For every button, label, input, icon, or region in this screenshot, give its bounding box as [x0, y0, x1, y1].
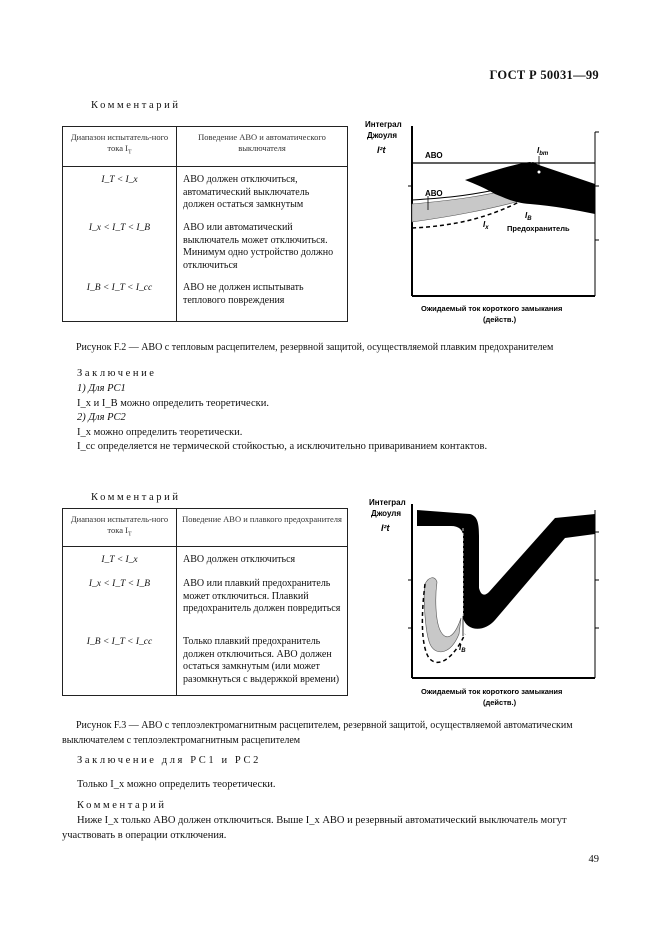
chart-f3 — [355, 496, 605, 711]
conclusion-heading-2: Заключение для РС1 и РС2 — [77, 755, 261, 766]
table-f3-col1-header: Диапазон испытатель-ного тока $I_T$ — [63, 509, 177, 547]
conclusion-item: I_cc определяется не термической стойкостью, а исключительно привариванием контактов. — [77, 441, 488, 452]
conclusion-item: 2) Для РС2 — [77, 412, 126, 423]
document-header: ГОСТ Р 50031—99 — [489, 68, 599, 82]
chart-f2 — [355, 118, 605, 333]
table-f2 — [62, 126, 348, 322]
chart-f3-xlabel-2: (действ.) — [483, 698, 517, 707]
table-row-condition: I_T < I_x — [101, 555, 138, 565]
chart-f2-xlabel-1: Ожидаемый ток короткого замыкания — [421, 304, 563, 313]
chart-f3-ylabel-1: Интеграл — [369, 498, 406, 507]
chart-f3-ylabel-3: I²t — [381, 523, 390, 533]
conclusion-heading-1: Заключение — [77, 368, 157, 379]
table-row-condition: I_B < I_T < I_cc — [86, 283, 153, 293]
chart-f2-ylabel-3: I²t — [377, 145, 386, 155]
chart-f3-label-ib: $I_B$ — [459, 643, 466, 654]
conclusion-item: I_x и I_B можно определить теоретически. — [77, 397, 269, 409]
table-row-condition: I_x < I_T < I_B — [88, 579, 151, 589]
chart-f3-xlabel: Ожидаемый ток короткого замыкания — [421, 687, 563, 696]
chart-f2-label-fuse: Предохранитель — [507, 224, 570, 233]
chart-f2-ibm-point — [537, 170, 541, 174]
table-f3-behaviors — [177, 547, 348, 696]
figure-f3-caption: Рисунок F.3 — АВО с теплоэлектромагнитным расцепителем, резервной защитой, осуществляемой автоматическим выключателем с теплоэлектромагнитным расцепителем — [62, 720, 573, 746]
table-f2-col1-header: Диапазон испытатель-ного тока $I_T$ — [63, 127, 177, 167]
comment-heading-1: Комментарий — [91, 100, 181, 111]
chart-f2-label-ib: $I_B$ — [525, 211, 532, 222]
table-f2-behaviors — [177, 167, 348, 322]
table-row-condition: I_B < I_T < I_cc — [86, 637, 153, 647]
comment-heading-2: Комментарий — [91, 492, 181, 503]
table-f3-conditions — [63, 547, 177, 696]
conclusion-text-2: Только I_x можно определить теоретически. — [77, 779, 276, 790]
chart-f3-abo-band — [424, 578, 461, 652]
chart-f3-backup-band — [417, 510, 595, 629]
chart-f2-label-ix: $I_x$ — [525, 182, 531, 193]
figure-f2-caption: Рисунок F.2 — АВО с тепловым расцепителем, резервной защитой, осуществляемой плавким предохранителем — [76, 342, 554, 353]
table-row-condition: I_T < I_x — [101, 175, 138, 185]
table-row-behavior: АВО не должен испытывать теплового повреждения — [183, 282, 304, 306]
page-number: 49 — [588, 854, 599, 865]
table-row-behavior: Только плавкий предохранитель должен отключиться. АВО должен остаться замкнутым (или может разомкнуться с выдержкой времени) — [183, 636, 340, 685]
comment-text-3: Ниже I_x только АВО должен отключиться. Выше I_x АВО и резервный автоматический выключатель могут участвовать в операции отключения. — [62, 815, 567, 841]
table-f2-conditions — [63, 167, 177, 322]
comment-heading-3: Комментарий — [77, 800, 167, 811]
conclusion-list-1 — [77, 382, 487, 455]
table-row-condition: I_x < I_T < I_B — [88, 223, 151, 233]
table-row-behavior: АВО или автоматический выключатель может отключиться. Минимум одно устройство должно отключиться — [183, 222, 334, 271]
table-row-behavior: АВО должен отключиться — [183, 554, 296, 565]
chart-f2-ylabel-2: Джоуля — [367, 131, 398, 140]
table-f3 — [62, 508, 348, 696]
conclusion-item: I_x можно определить теоретически. — [77, 426, 243, 438]
chart-f3-ylabel-2: Джоуля — [371, 509, 402, 518]
chart-f2-label-ibm: $I_{bm}$ — [537, 146, 549, 157]
chart-f2-label-ix-2: $I_x$ — [483, 220, 489, 231]
table-f3-col2-header: Поведение АВО и плавкого предохранителя — [177, 509, 348, 547]
table-f2-col2-header: Поведение АВО и автоматического выключателя — [177, 127, 348, 167]
table-row-behavior: АВО или плавкий предохранитель может отключиться. Плавкий предохранитель должен повредиться — [183, 578, 341, 614]
chart-f2-xlabel-2: (действ.) — [483, 315, 517, 324]
chart-f2-ylabel-1: Интеграл — [365, 120, 402, 129]
chart-f2-label-abo-1: АВО — [425, 151, 443, 160]
conclusion-item: 1) Для РС1 — [77, 383, 126, 394]
table-row-behavior: АВО должен отключиться, автоматический выключатель должен остаться замкнутым — [183, 174, 310, 210]
chart-f2-label-abo-2: АВО — [425, 189, 443, 198]
